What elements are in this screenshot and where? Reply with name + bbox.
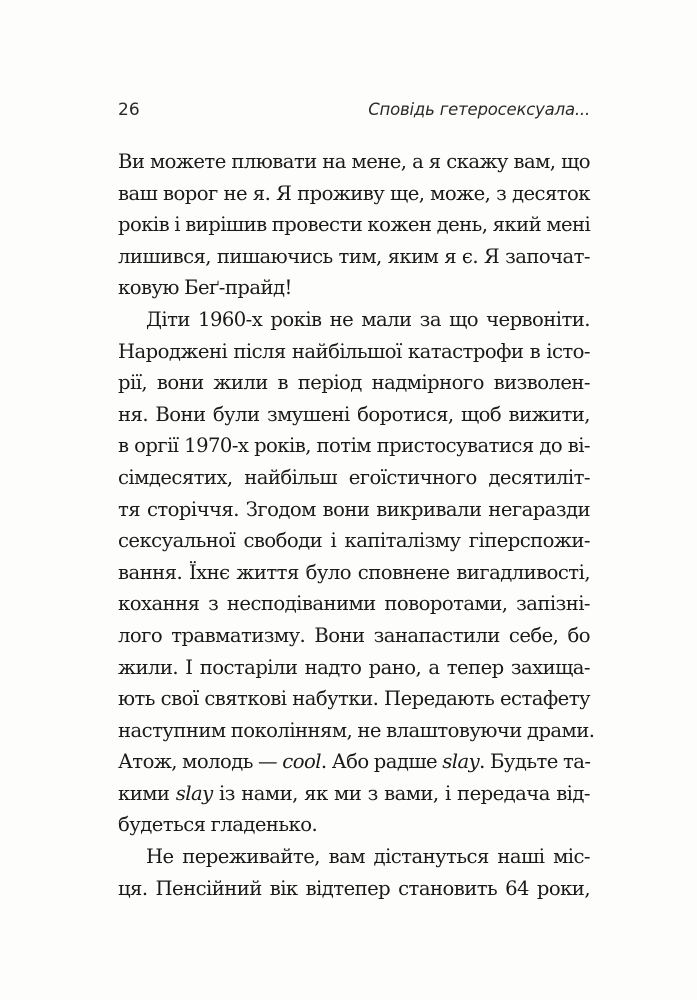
text-line: Ви можете плювати на мене, а я скажу вам, що	[118, 150, 590, 173]
text-line: Народжені після найбільшої катастрофи в істо-	[118, 339, 590, 363]
text-line: ваш ворог не я. Я проживу ще, може, з десяток	[118, 181, 590, 205]
text-line: сімдесятих, найбільш егоїстичного десятиліт-	[118, 465, 590, 489]
text-line: років і вирішив провести кожен день, який мені	[118, 213, 591, 237]
text-run: Атож, молодь —	[118, 750, 283, 774]
text-line: Не переживайте, вам дістануться наші міс-	[146, 845, 590, 869]
text-run: . Або радше	[320, 750, 443, 774]
text-line: ковую Беґ-прайд!	[118, 276, 292, 300]
text-line: будеться гладенько.	[118, 813, 318, 837]
text-line: вання. Їхнє життя було сповнене вигадливості,	[118, 560, 590, 584]
text-line: в оргії 1970-х років, потім пристосуватися до ві-	[118, 434, 590, 458]
italic-word: slay	[442, 750, 480, 774]
text-line: жили. І постаріли надто рано, а тепер захища-	[118, 655, 590, 679]
text-line: Діти 1960-х років не мали за що червоніти.	[146, 307, 590, 331]
text-line: кохання з несподіваними поворотами, запізні-	[118, 592, 590, 616]
text-run: . Будьте та-	[479, 750, 591, 774]
page-number: 26	[118, 100, 140, 120]
text-line: лишився, пишаючись тим, яким я є. Я започат-	[118, 244, 590, 268]
text-line: ня. Вони були змушені боротися, щоб вижити,	[118, 402, 590, 426]
text-line: наступним поколінням, не влаштовуючи драми.	[118, 718, 595, 742]
italic-word: slay	[175, 781, 213, 805]
italic-word: cool	[282, 750, 321, 774]
text-line: тя сторіччя. Згодом вони викривали негаразди	[118, 497, 590, 521]
text-line-mixed	[118, 746, 590, 778]
text-line-mixed	[118, 778, 590, 810]
body-text	[118, 146, 595, 904]
text-line: рії, вони жили в період надмірного визволен-	[118, 371, 590, 395]
text-run: кими	[118, 781, 176, 805]
text-line: сексуальної свободи і капіталізму гіперспожи-	[118, 529, 590, 553]
running-title: Сповідь гетеросексуала...	[368, 100, 590, 119]
text-line: лого травматизму. Вони занапастили себе, бо	[118, 623, 590, 647]
text-line: ють свої святкові набутки. Передають естафету	[118, 687, 590, 711]
text-run: із нами, як ми з вами, і передача від-	[212, 781, 590, 805]
running-head	[118, 100, 590, 124]
text-line: ця. Пенсійний вік відтепер становить 64 роки,	[118, 876, 590, 900]
